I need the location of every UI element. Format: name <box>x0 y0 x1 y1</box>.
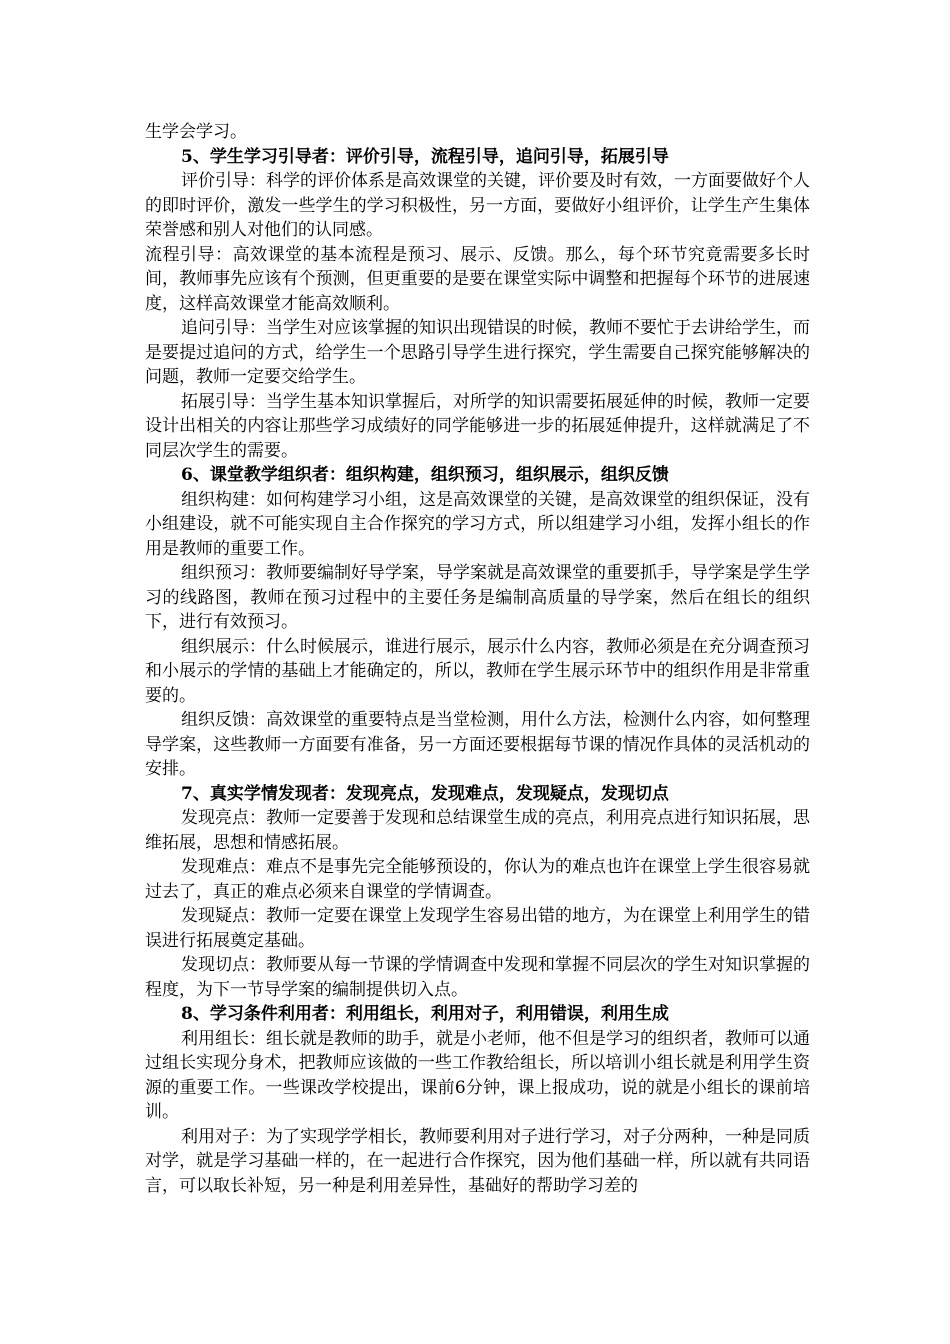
section-heading-7: 7、真实学情发现者：发现亮点，发现难点，发现疑点，发现切点 <box>181 783 669 804</box>
paragraph-questioning-guidance: 追问引导：当学生对应该掌握的知识出现错误的时候，教师不要忙于去讲给学生，而是要提过追问的方式，给学生一个思路引导学生进行探究，学生需要自己探究能够解决的问题，教师一定要交给学生。 <box>145 318 810 387</box>
paragraph-extension-guidance: 拓展引导：当学生基本知识掌握后，对所学的知识需要拓展延伸的时候，教师一定要设计出相关的内容让那些学习成绩好的同学能够进一步的拓展延伸提升，这样就满足了不同层次学生的需要。 <box>145 391 810 461</box>
paragraph-find-entry-points: 发现切点：教师要从每一节课的学情调查中发现和掌握不同层次的学生对知识掌握的程度，为下一节导学案的编制提供切入点。 <box>145 955 810 1000</box>
paragraph-process-guidance: 流程引导：高效课堂的基本流程是预习、展示、反馈。那么，每个环节究竟需要多长时间，教师事先应该有个预测，但更重要的是要在课堂实际中调整和把握每个环节的进展速度，这样高效课堂才能高效顺利。 <box>145 244 810 314</box>
paragraph-organize-preview: 组织预习：教师要编制好导学案，导学案就是高效课堂的重要抓手，导学案是学生学习的线路图，教师在预习过程中的主要任务是编制高质量的导学案，然后在组长的组织下，进行有效预习。 <box>145 563 810 632</box>
paragraph-use-pairs: 利用对子：为了实现学学相长，教师要利用对子进行学习，对子分两种，一种是同质对学，就是学习基础一样的，在一起进行合作探究，因为他们基础一样，所以就有共同语言，可以取长补短，另一种是利用差异性，基础好的帮助学习差的 <box>145 1126 810 1196</box>
section-heading-6: 6、课堂教学组织者：组织构建，组织预习，组织展示，组织反馈 <box>181 465 669 485</box>
paragraph-find-highlights: 发现亮点：教师一定要善于发现和总结课堂生成的亮点，利用亮点进行知识拓展，思维拓展，思想和情感拓展。 <box>145 808 810 853</box>
section-heading-8: 8、学习条件利用者：利用组长，利用对子，利用错误，利用生成 <box>181 1004 669 1024</box>
paragraph-find-difficulties: 发现难点：难点不是事先完全能够预设的，你认为的难点也许在课堂上学生很容易就过去了，真正的难点必须来自课堂的学情调查。 <box>145 857 810 902</box>
paragraph-evaluation-guidance: 评价引导：科学的评价体系是高效课堂的关键，评价要及时有效，一方面要做好个人的即时评价，激发一些学生的学习积极性，另一方面，要做好小组评价，让学生产生集体荣誉感和别人对他们的认同感。 <box>145 171 810 240</box>
paragraph-use-group-leader: 利用组长：组长就是教师的助手，就是小老师，他不但是学习的组织者，教师可以通过组长实现分身术，把教师应该做的一些工作教给组长，所以培训小组长就是利用学生资源的重要工作。一些课改学校提出，课前6分钟，课上报成功，说的就是小组长的课前培训。 <box>145 1028 810 1122</box>
section-heading-5: 5、学生学习引导者：评价引导，流程引导，追问引导，拓展引导 <box>181 146 669 167</box>
paragraph-find-doubts: 发现疑点：教师一定要在课堂上发现学生容易出错的地方，为在课堂上利用学生的错误进行拓展奠定基础。 <box>145 906 810 951</box>
paragraph-organize-build: 组织构建：如何构建学习小组，这是高效课堂的关键，是高效课堂的组织保证，没有小组建设，就不可能实现自主合作探究的学习方式，所以组建学习小组，发挥小组长的作用是教师的重要工作。 <box>145 489 810 559</box>
paragraph-organize-display: 组织展示：什么时候展示，谁进行展示，展示什么内容，教师必须是在充分调查预习和小展示的学情的基础上才能确定的，所以，教师在学生展示环节中的组织作用是非常重要的。 <box>145 636 810 706</box>
paragraph-continuation: 生学会学习。 <box>145 122 247 142</box>
paragraph-organize-feedback: 组织反馈：高效课堂的重要特点是当堂检测，用什么方法，检测什么内容，如何整理导学案，这些教师一方面要有准备，另一方面还要根据每节课的情况作具体的灵活机动的安排。 <box>145 710 810 779</box>
document-page <box>145 120 810 1198</box>
